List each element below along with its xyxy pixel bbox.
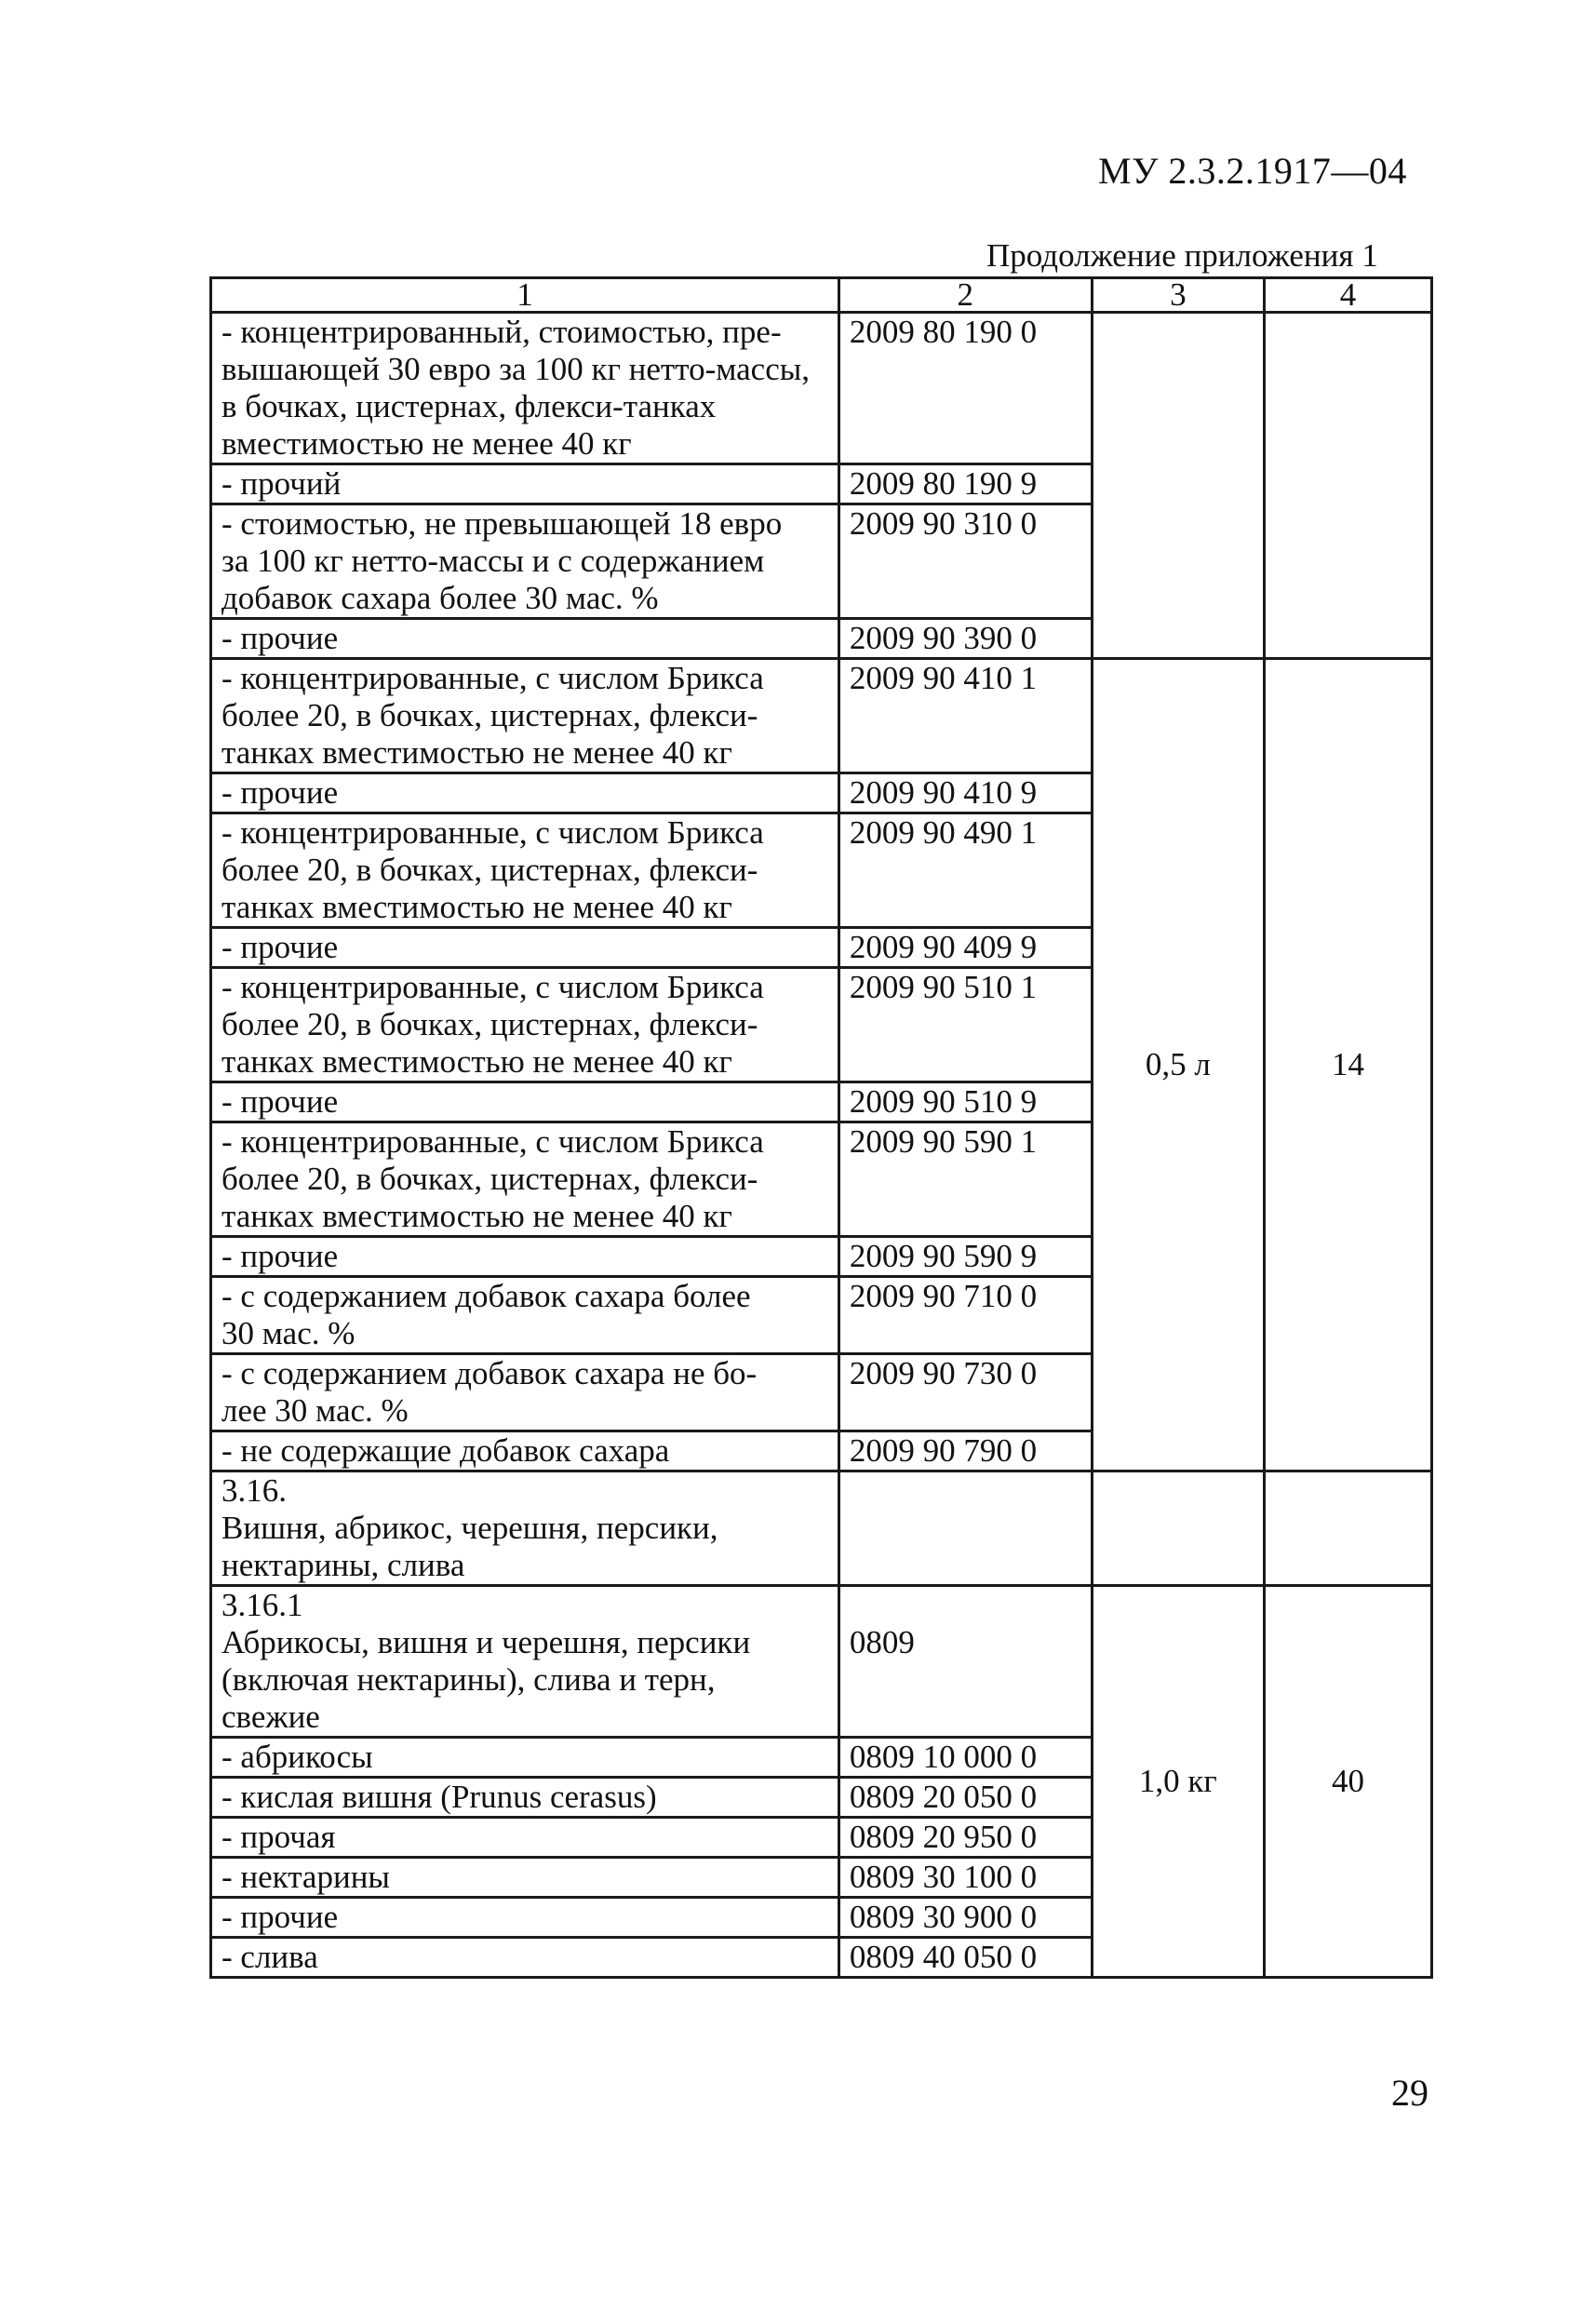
tnved-code: 2009 90 710 0 [838,1277,1092,1354]
tnved-code: 2009 90 790 0 [838,1431,1092,1471]
product-description: - стоимостью, не превышающей 18 евро за 100 кг нетто-массы и с содержанием добавок сахара более 30 мас. % [211,504,839,619]
sample-quantity: 0,5 л [1092,659,1264,1471]
product-description: - прочие [211,1898,839,1938]
shelf-days: 14 [1264,659,1431,1471]
product-description: - прочие [211,619,839,659]
table-row [211,1471,1432,1586]
product-description: - прочие [211,928,839,968]
column-header-4: 4 [1264,278,1431,313]
tnved-code: 2009 90 410 9 [838,773,1092,813]
sample-quantity [1092,1471,1264,1586]
table-row [211,659,1432,773]
table-row [211,313,1432,464]
tnved-code: 0809 30 900 0 [838,1898,1092,1938]
product-description: - абрикосы [211,1738,839,1778]
product-description: - слива [211,1938,839,1978]
product-description: - концентрированные, с числом Брикса более 20, в бочках, цистернах, флекси- танках вместимостью не менее 40 кг [211,1122,839,1237]
product-description: - не содержащие добавок сахара [211,1431,839,1471]
product-description: - с содержанием добавок сахара более 30 мас. % [211,1277,839,1354]
tnved-code: 2009 80 190 0 [838,313,1092,464]
table-header-row [211,278,1432,313]
shelf-days [1264,1471,1431,1586]
tnved-code: 2009 80 190 9 [838,464,1092,504]
column-header-1: 1 [211,278,839,313]
column-header-3: 3 [1092,278,1264,313]
product-description: 3.16.1 Абрикосы, вишня и черешня, персики (включая нектарины), слива и терн, свежие [211,1586,839,1738]
appendix-table [209,276,1433,1979]
tnved-code: 0809 20 950 0 [838,1818,1092,1858]
tnved-code: 0809 40 050 0 [838,1938,1092,1978]
sample-quantity: 1,0 кг [1092,1586,1264,1978]
product-description: - прочая [211,1818,839,1858]
tnved-code: 2009 90 390 0 [838,619,1092,659]
tnved-code: 0809 30 100 0 [838,1858,1092,1898]
product-description: - концентрированные, с числом Брикса более 20, в бочках, цистернах, флекси- танках вместимостью не менее 40 кг [211,659,839,773]
shelf-days [1264,313,1431,659]
product-description: - прочие [211,773,839,813]
table-row [211,1586,1432,1738]
tnved-code [838,1471,1092,1586]
continuation-caption: Продолжение приложения 1 [986,237,1378,274]
product-description: 3.16. Вишня, абрикос, черешня, персики, нектарины, слива [211,1471,839,1586]
product-description: - прочие [211,1082,839,1122]
tnved-code: 0809 20 050 0 [838,1778,1092,1818]
tnved-code: 0809 [838,1586,1092,1738]
product-description: - прочий [211,464,839,504]
page-number: 29 [1391,2072,1428,2114]
tnved-code: 2009 90 510 1 [838,968,1092,1082]
document-code: МУ 2.3.2.1917—04 [1098,150,1407,192]
tnved-code: 2009 90 510 9 [838,1082,1092,1122]
product-description: - концентрированный, стоимостью, пре- вышающей 30 евро за 100 кг нетто-массы, в бочках, цистернах, флекси-танках вместимостью не менее 40 кг [211,313,839,464]
shelf-days: 40 [1264,1586,1431,1978]
tnved-code: 2009 90 409 9 [838,928,1092,968]
tnved-code: 2009 90 490 1 [838,813,1092,928]
product-description: - прочие [211,1237,839,1277]
column-header-2: 2 [838,278,1092,313]
product-description: - нектарины [211,1858,839,1898]
product-description: - кислая вишня (Prunus cerasus) [211,1778,839,1818]
tnved-code: 2009 90 730 0 [838,1354,1092,1431]
tnved-code: 2009 90 310 0 [838,504,1092,619]
product-description: - концентрированные, с числом Брикса более 20, в бочках, цистернах, флекси- танках вместимостью не менее 40 кг [211,968,839,1082]
tnved-code: 2009 90 590 1 [838,1122,1092,1237]
product-description: - с содержанием добавок сахара не бо- лее 30 мас. % [211,1354,839,1431]
sample-quantity [1092,313,1264,659]
product-description: - концентрированные, с числом Брикса более 20, в бочках, цистернах, флекси- танках вместимостью не менее 40 кг [211,813,839,928]
tnved-code: 0809 10 000 0 [838,1738,1092,1778]
tnved-code: 2009 90 590 9 [838,1237,1092,1277]
tnved-code: 2009 90 410 1 [838,659,1092,773]
